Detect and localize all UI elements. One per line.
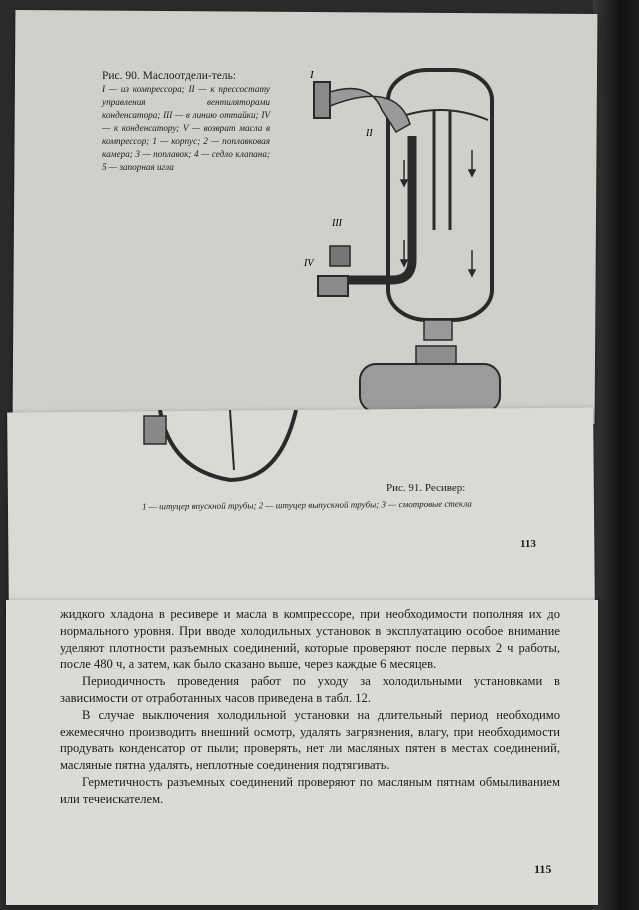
paragraph-3: В случае выключения холодильной установки на длительный период необходимо ежемесячно производить внешний осмотр, удалять загрязнения, влагу, при необходимости продувать конденсатор от пыли; проверять, нет ли масляных пятен в местах соединений, масляные пятна удалять, неплотные соединения подтягивать. (60, 707, 560, 773)
outlet-flange (318, 276, 348, 296)
paragraph-4: Герметичность разъемных соединений проверяют по масляным пятнам обмыливанием или течеискателем. (60, 774, 560, 806)
page-number-115: 115 (534, 862, 552, 876)
page-number-113: 113 (520, 538, 536, 550)
figure-91-legend: 1 — штуцер впускной трубы; 2 — штуцер выпускной трубы; 3 — смотровые стекла (142, 498, 472, 512)
mark-I: I (310, 69, 314, 81)
separator-body (388, 70, 492, 320)
figure-90-caption (102, 70, 270, 174)
figure-90-legend: I — из компрессора; II — к прессостату управления вентиляторами конденсатора; III — в линию оттайки; IV — к конденсатору; V — возврат масла в компрессор; 1 — корпус; 2 — поплавковая камера; 3 — поплавок; 4 — седло клапана; 5 — запорная игла (102, 84, 270, 172)
mark-II: II (366, 128, 373, 139)
outlet-fitting (330, 246, 350, 266)
figure-91-label: Рис. 91. Ресивер: (386, 482, 466, 494)
inlet-pipe (330, 89, 410, 132)
receiver-shell (160, 410, 296, 480)
book-spine (593, 0, 639, 910)
receiver-top (360, 364, 500, 412)
paragraph-1: жидкого хладона в ресивере и масла в компрессоре, при необходимости пополняя их до нормального уровня. При вводе холодильных установок в эксплуатацию особое внимание уделяют плотности разъемных соединений, которые проверяют после первых 2 ч работы, после 480 ч, а затем, как было сказано выше, через каждые 6 месяцев. (60, 607, 560, 672)
receiver-fitting (144, 416, 166, 444)
receiver-inner-pipe (230, 410, 234, 470)
body-text (60, 606, 560, 808)
separator-drain (424, 320, 452, 340)
paragraph-2: Периодичность проведения работ по уходу за холодильными установками в зависимости от отработанных часов приведена в табл. 12. (60, 674, 560, 705)
inlet-flange (314, 82, 330, 118)
mark-IV: IV (304, 258, 314, 269)
mark-III: III (332, 218, 342, 229)
receiver-drawing (130, 410, 330, 485)
oil-separator-drawing (300, 40, 510, 420)
figure-90-label: Рис. 90. Маслоотдели-тель: (102, 70, 237, 82)
